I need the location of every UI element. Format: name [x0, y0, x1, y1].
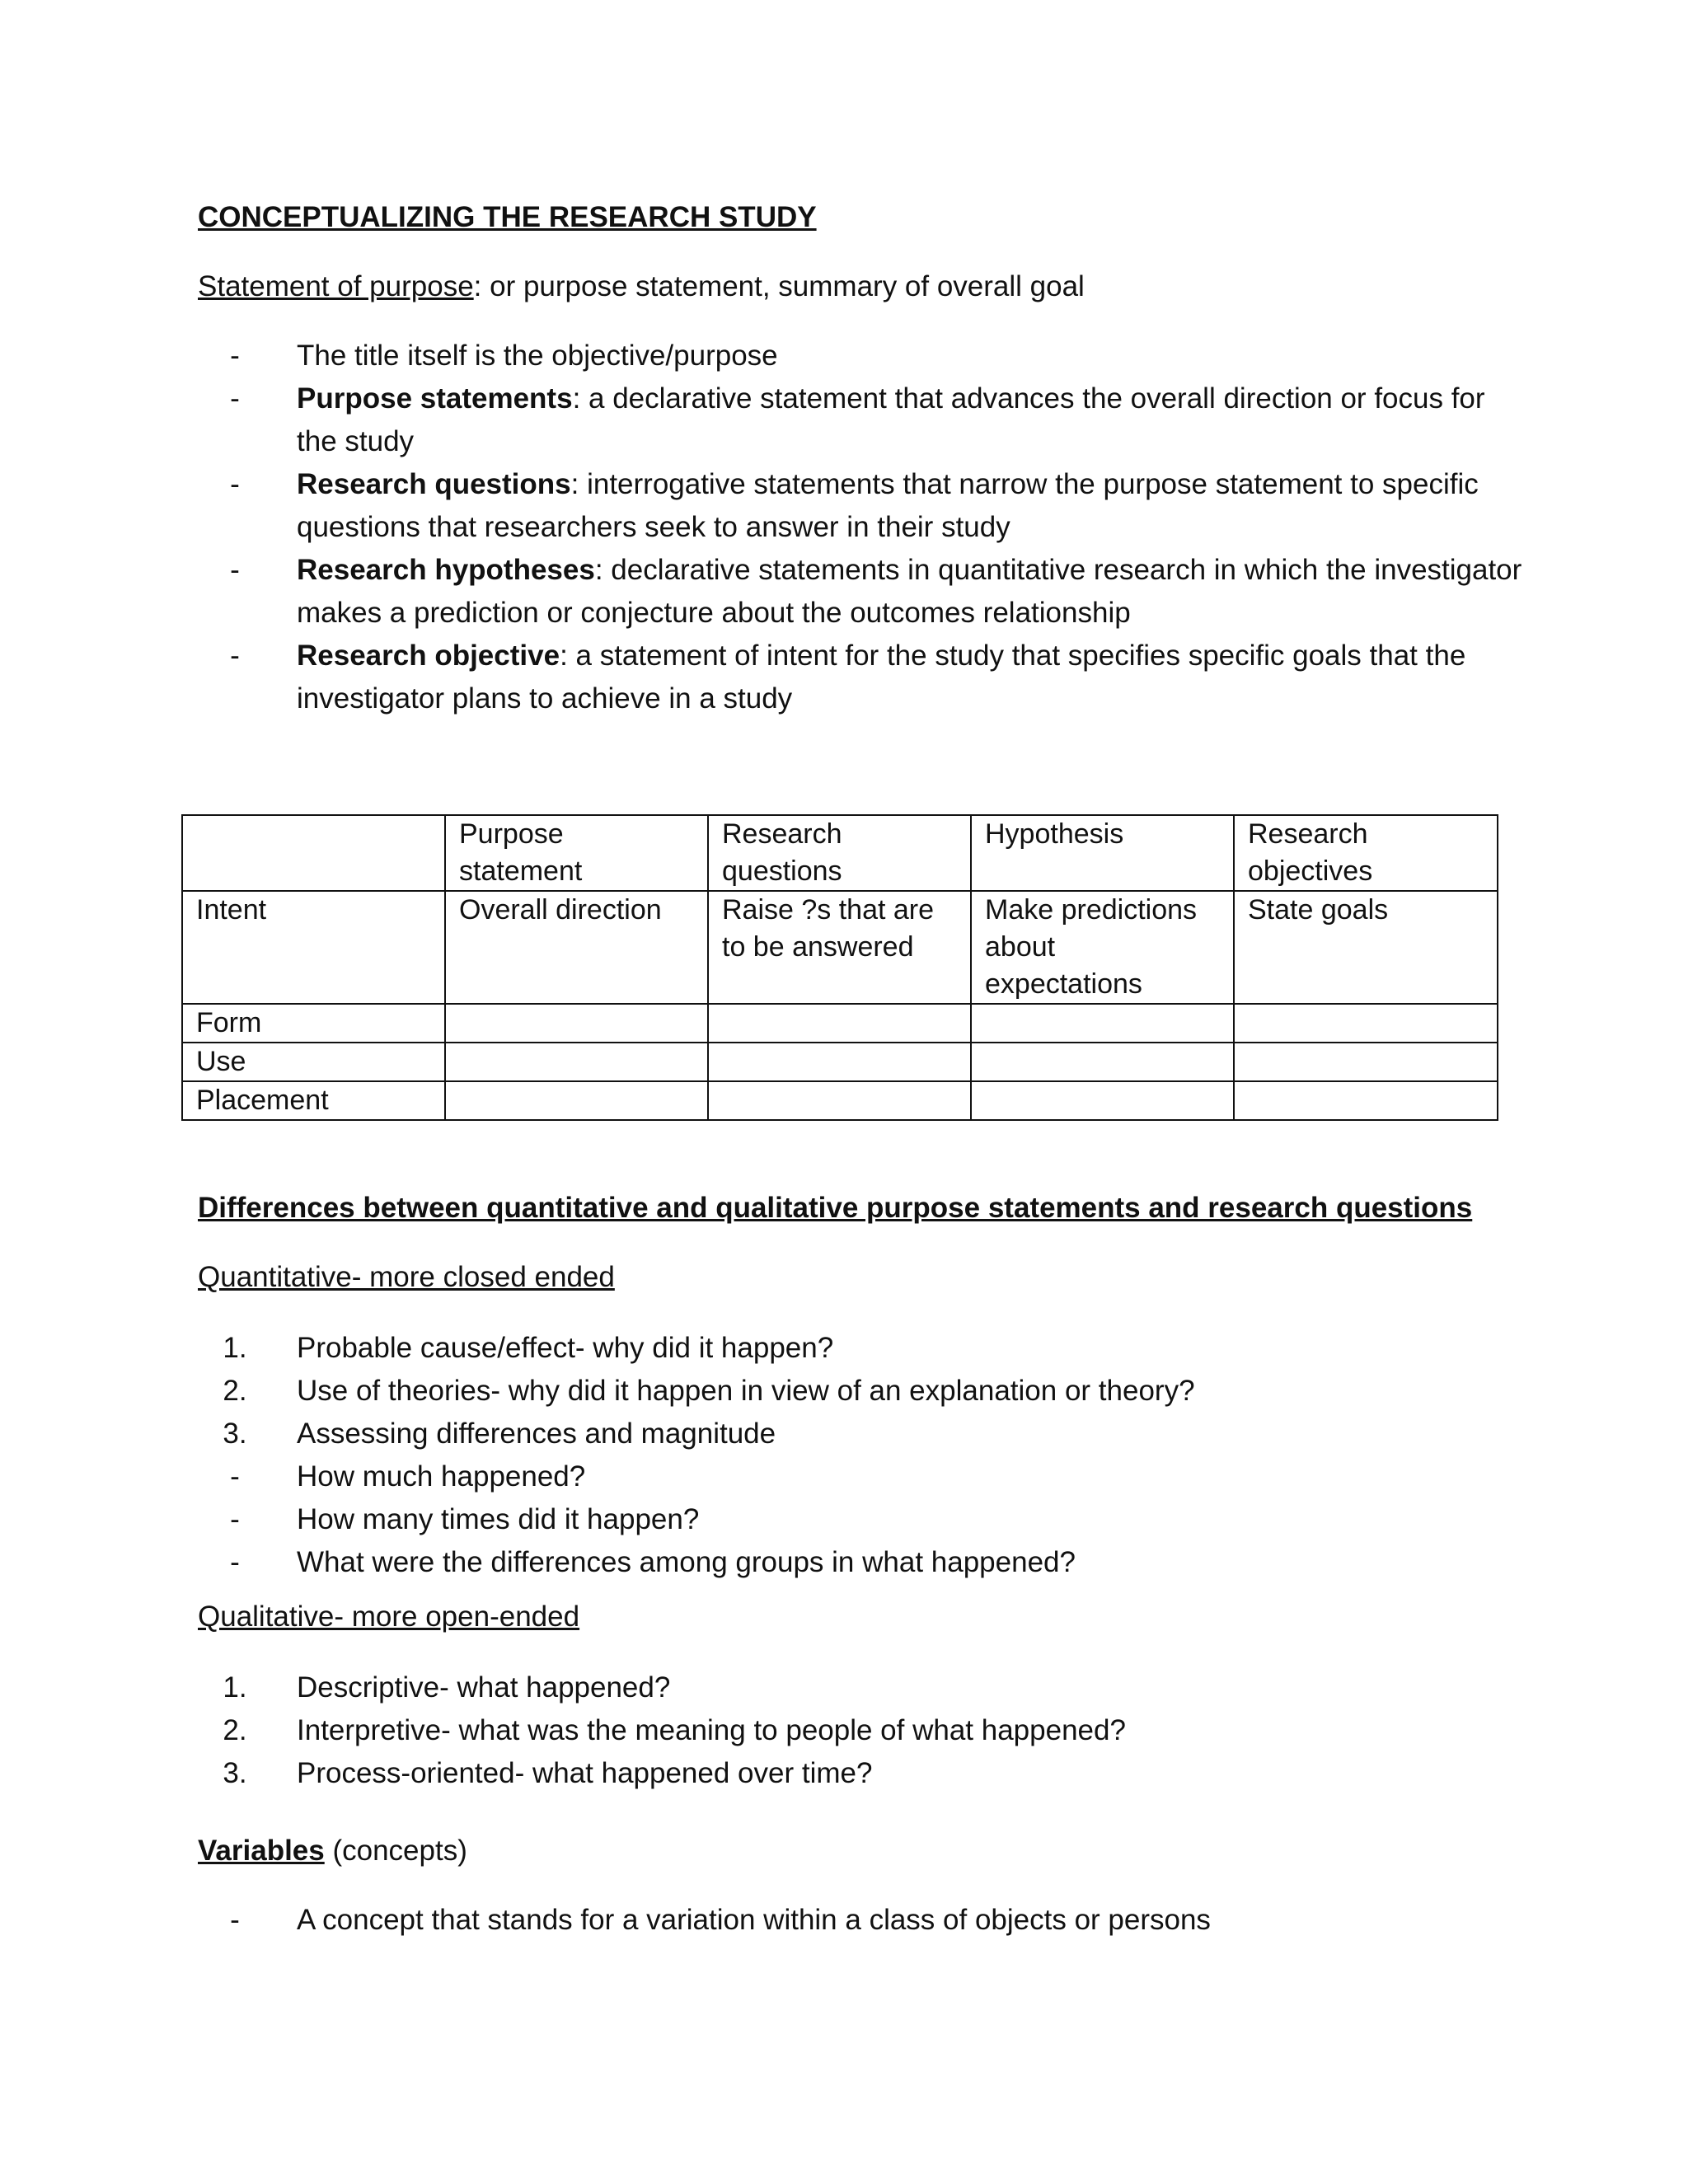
- table-cell: Purpose statement: [445, 815, 708, 891]
- table-header-row: [182, 815, 1498, 891]
- quantitative-list: [198, 1327, 1525, 1584]
- list-marker: 3.: [223, 1418, 247, 1450]
- differences-heading: Differences between quantitative and qualitative purpose statements and research questions: [198, 1192, 1473, 1224]
- table-cell: Intent: [182, 891, 445, 1004]
- list-item-text: How much happened?: [297, 1460, 586, 1493]
- list-item-term: Research hypotheses: [297, 554, 595, 586]
- table-cell: [708, 1043, 971, 1081]
- list-item-text: : a declarative statement that advances the overall direction or focus for the study: [297, 382, 1485, 457]
- list-item-term: Research questions: [297, 468, 571, 500]
- list-item: [198, 1752, 1525, 1795]
- variables-suffix: (concepts): [324, 1835, 467, 1867]
- bullet-marker: -: [230, 554, 240, 586]
- table-cell: [1234, 1081, 1498, 1120]
- list-item-text: Process-oriented- what happened over time?: [297, 1757, 873, 1789]
- list-item: [198, 1370, 1525, 1413]
- purpose-list: [198, 335, 1525, 720]
- table-cell: Research objectives: [1234, 815, 1498, 891]
- list-item-text: The title itself is the objective/purpose: [297, 340, 778, 372]
- list-item: [198, 1541, 1525, 1584]
- table-row: [182, 891, 1498, 1004]
- purpose-label: Statement of purpose: [198, 270, 474, 302]
- list-marker: 1.: [223, 1332, 247, 1364]
- qualitative-list: [198, 1666, 1525, 1795]
- table-cell: [971, 1043, 1234, 1081]
- list-item-text: How many times did it happen?: [297, 1503, 700, 1535]
- list-item-text: Use of theories- why did it happen in view of an explanation or theory?: [297, 1375, 1195, 1407]
- table-cell: [1234, 1004, 1498, 1043]
- table-row: [182, 1081, 1498, 1120]
- variables-list: [198, 1899, 1525, 1942]
- list-item-text: Assessing differences and magnitude: [297, 1418, 776, 1450]
- list-marker: -: [230, 1460, 240, 1493]
- table-cell: Placement: [182, 1081, 445, 1120]
- table-cell: Make predictions about expectations: [971, 891, 1234, 1004]
- list-marker: -: [230, 1503, 240, 1535]
- table-cell: Raise ?s that are to be answered: [708, 891, 971, 1004]
- list-item-term: Purpose statements: [297, 382, 573, 415]
- bullet-marker: -: [230, 468, 240, 500]
- qualitative-heading: Qualitative- more open-ended: [198, 1601, 580, 1633]
- list-item: [198, 635, 1525, 720]
- table-cell: [1234, 1043, 1498, 1081]
- list-item-term: Research objective: [297, 640, 560, 672]
- purpose-text: : or purpose statement, summary of overall goal: [473, 270, 1085, 302]
- list-item-text: : interrogative statements that narrow the purpose statement to specific questions that researchers seek to answer in their study: [297, 468, 1479, 543]
- page-title: CONCEPTUALIZING THE RESEARCH STUDY: [198, 201, 817, 233]
- list-item: [198, 549, 1525, 635]
- quantitative-heading: Quantitative- more closed ended: [198, 1261, 615, 1293]
- list-item-text: Interpretive- what was the meaning to people of what happened?: [297, 1714, 1126, 1746]
- table-cell: [708, 1081, 971, 1120]
- comparison-table: [181, 814, 1498, 1121]
- list-item: [198, 377, 1525, 463]
- table-cell: Research questions: [708, 815, 971, 891]
- table-cell: Use: [182, 1043, 445, 1081]
- bullet-marker: -: [230, 340, 240, 372]
- list-marker: 2.: [223, 1714, 247, 1746]
- table-cell: [182, 815, 445, 891]
- bullet-marker: -: [230, 382, 240, 415]
- list-item-text: : a statement of intent for the study that specifies specific goals that the investigator plans to achieve in a study: [297, 640, 1466, 715]
- table-cell: [445, 1004, 708, 1043]
- list-item: [198, 1413, 1525, 1455]
- list-marker: 1.: [223, 1671, 247, 1704]
- list-marker: -: [230, 1546, 240, 1578]
- list-item: [198, 1899, 1525, 1942]
- table-cell: [445, 1081, 708, 1120]
- list-marker: 3.: [223, 1757, 247, 1789]
- variables-label: Variables: [198, 1835, 325, 1867]
- bullet-marker: -: [230, 1904, 240, 1936]
- table-cell: [445, 1043, 708, 1081]
- list-item-text: Probable cause/effect- why did it happen?: [297, 1332, 834, 1364]
- list-item: [198, 1455, 1525, 1498]
- table-row: [182, 1043, 1498, 1081]
- table-cell: Overall direction: [445, 891, 708, 1004]
- list-item: [198, 1498, 1525, 1541]
- table-row: [182, 1004, 1498, 1043]
- list-item-text: Descriptive- what happened?: [297, 1671, 671, 1704]
- bullet-marker: -: [230, 640, 240, 672]
- table-cell: [971, 1081, 1234, 1120]
- list-item: [198, 1327, 1525, 1370]
- table-cell: [708, 1004, 971, 1043]
- table-cell: State goals: [1234, 891, 1498, 1004]
- list-item: [198, 335, 1525, 377]
- list-item: [198, 463, 1525, 549]
- list-item-text: What were the differences among groups in what happened?: [297, 1546, 1076, 1578]
- variables-heading: [198, 1830, 1517, 1872]
- purpose-heading: [198, 265, 1517, 308]
- table-cell: Hypothesis: [971, 815, 1234, 891]
- list-item-text: A concept that stands for a variation within a class of objects or persons: [297, 1904, 1211, 1936]
- table-cell: [971, 1004, 1234, 1043]
- list-marker: 2.: [223, 1375, 247, 1407]
- list-item: [198, 1709, 1525, 1752]
- table-cell: Form: [182, 1004, 445, 1043]
- list-item: [198, 1666, 1525, 1709]
- list-item-text: : declarative statements in quantitative research in which the investigator makes a prediction or conjecture about the outcomes relationship: [297, 554, 1522, 629]
